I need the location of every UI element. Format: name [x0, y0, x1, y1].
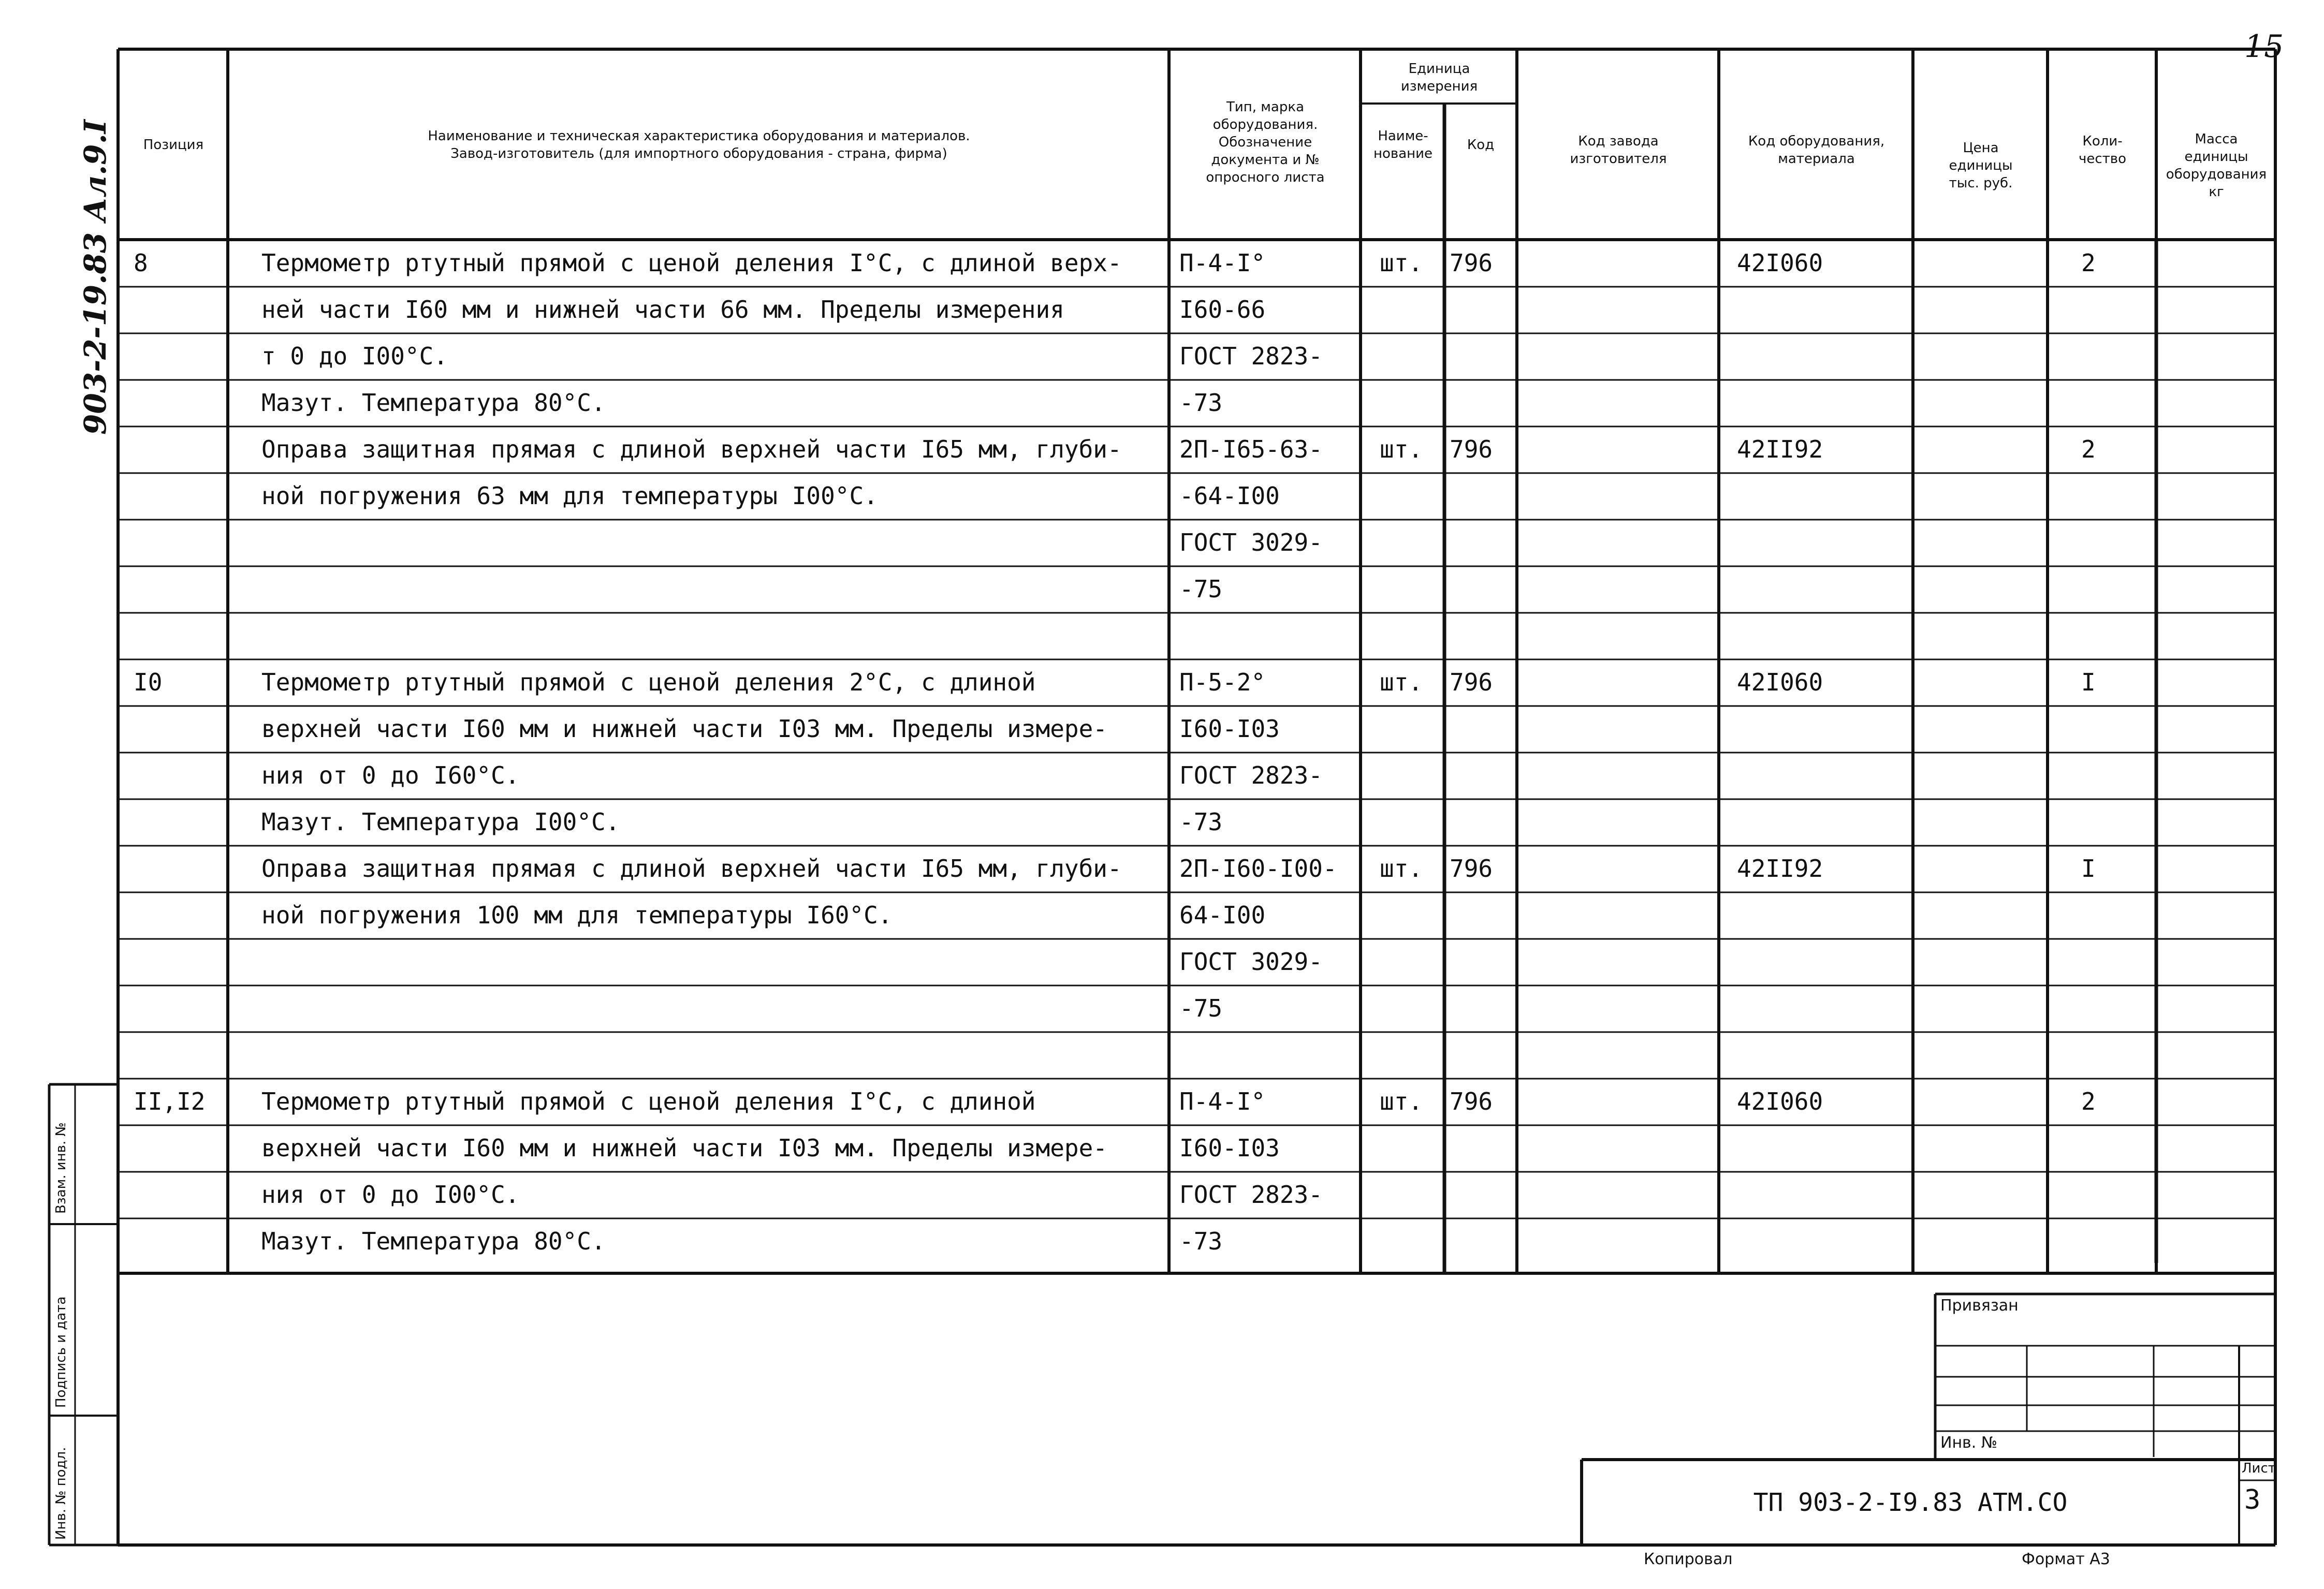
type-cell: -73	[1179, 1227, 1223, 1255]
footer-format: Формат А3	[2022, 1550, 2110, 1568]
quantity-cell: I	[2081, 855, 2096, 882]
header-eq-line: Код оборудования,	[1748, 134, 1885, 149]
header-type-line: Обозначение	[1218, 135, 1312, 150]
header-mass	[2157, 104, 2275, 228]
quantity-cell: I	[2081, 668, 2096, 696]
type-cell: I60-I03	[1179, 715, 1280, 743]
header-type-line: опросного листа	[1206, 170, 1325, 185]
type-cell: ГОСТ 2823-	[1179, 761, 1323, 789]
equipment-code-cell: 42II92	[1737, 435, 1823, 463]
name-cell: ния от 0 до I00°С.	[261, 1181, 520, 1209]
unit-cell: шт.	[1380, 249, 1423, 277]
unit-cell: шт.	[1380, 855, 1423, 882]
header-manufacturer-line: Завод-изготовитель (для импортного оборудования - страна, фирма)	[450, 146, 947, 161]
type-cell: ГОСТ 3029-	[1179, 948, 1323, 976]
name-cell: верхней части I60 мм и нижней части I03 мм. Пределы измере-	[261, 715, 1107, 743]
name-cell: ной погружения 63 мм для температуры I00°С.	[261, 482, 878, 510]
header-unit-line: измерения	[1400, 79, 1478, 94]
header-position: Позиция	[143, 137, 204, 153]
unit-code-cell: 796	[1450, 668, 1493, 696]
name-cell: верхней части I60 мм и нижней части I03 мм. Пределы измере-	[261, 1134, 1107, 1162]
side-label: 903-2-19.83 Ал.9.I	[78, 120, 113, 435]
stamp-sheet-no: 3	[2244, 1484, 2261, 1516]
name-cell: Оправа защитная прямая с длиной верхней части I65 мм, глуби-	[261, 435, 1122, 463]
unit-code-cell: 796	[1450, 1087, 1493, 1115]
page-number: 15	[2244, 28, 2284, 65]
type-cell: ГОСТ 3029-	[1179, 528, 1323, 556]
type-cell: П-4-I°	[1179, 1087, 1266, 1115]
header-mass-line: кг	[2209, 184, 2224, 200]
header-factory-code	[1518, 104, 1719, 197]
header-unit-name-line: Наиме-	[1378, 128, 1428, 144]
type-cell: ГОСТ 2823-	[1179, 342, 1323, 370]
name-cell: т 0 до I00°С.	[261, 342, 448, 370]
type-cell: -73	[1179, 808, 1223, 836]
header-unit-code: Код	[1467, 137, 1495, 153]
name-cell: ния от 0 до I60°С.	[261, 761, 520, 789]
footer-copied: Копировал	[1644, 1550, 1733, 1568]
header-name-line: Наименование и техническая характеристика оборудования и материалов.	[428, 128, 970, 144]
type-cell: -75	[1179, 575, 1223, 603]
type-cell: 2П-I60-I00-	[1179, 855, 1337, 882]
type-cell: 2П-I65-63-	[1179, 435, 1323, 463]
name-cell: ной погружения 100 мм для температуры I60°С.	[261, 901, 893, 929]
quantity-cell: 2	[2081, 435, 2096, 463]
header-unit-group	[1362, 52, 1517, 104]
header-name	[230, 52, 1167, 238]
unit-code-cell: 796	[1450, 249, 1493, 277]
type-cell: П-5-2°	[1179, 668, 1266, 696]
header-type-line: документа и №	[1211, 152, 1320, 168]
header-factory-line: Код завода	[1578, 134, 1659, 149]
position-cell: I0	[134, 668, 163, 696]
name-cell: Термометр ртутный прямой с ценой деления 2°С, с длиной	[261, 668, 1036, 696]
header-eq-line: материала	[1778, 151, 1855, 167]
type-cell: 64-I00	[1179, 901, 1266, 929]
quantity-cell: 2	[2081, 249, 2096, 277]
header-price-line: тыс. руб.	[1949, 175, 2013, 191]
type-cell: -73	[1179, 389, 1223, 417]
header-type-line: Тип, марка	[1226, 99, 1304, 115]
left-strip-podpis: Подпись и дата	[53, 1296, 69, 1408]
name-cell: ней части I60 мм и нижней части 66 мм. Пределы измерения	[261, 296, 1064, 323]
type-cell: I60-66	[1179, 296, 1266, 323]
header-quantity	[2049, 104, 2156, 197]
header-price-line: Цена	[1963, 140, 1999, 156]
left-strip-inv-podl: Инв. № подл.	[53, 1447, 69, 1540]
header-unit-line: Единица	[1408, 61, 1470, 77]
name-cell: Мазут. Температура 80°С.	[261, 1227, 606, 1255]
header-qty-line: Коли-	[2082, 134, 2123, 149]
header-type-line: оборудования.	[1212, 117, 1318, 133]
type-cell: П-4-I°	[1179, 249, 1266, 277]
header-mass-line: оборудования	[2166, 167, 2267, 182]
stamp-sheet-label: Лист	[2242, 1461, 2276, 1476]
equipment-code-cell: 42II92	[1737, 855, 1823, 882]
header-price-line: единицы	[1949, 158, 2013, 173]
stamp-inv-no: Инв. №	[1940, 1434, 1998, 1452]
header-equipment-code	[1720, 104, 1913, 197]
equipment-code-cell: 42I060	[1737, 668, 1823, 696]
header-qty-line: чество	[2078, 151, 2127, 167]
header-price	[1914, 104, 2048, 228]
header-factory-line: изготовителя	[1570, 151, 1667, 167]
type-cell: -64-I00	[1179, 482, 1280, 510]
unit-cell: шт.	[1380, 1087, 1423, 1115]
left-strip-vzam: Взам. инв. №	[53, 1122, 69, 1214]
position-cell: 8	[134, 249, 148, 277]
unit-code-cell: 796	[1450, 855, 1493, 882]
unit-cell: шт.	[1380, 668, 1423, 696]
type-cell: ГОСТ 2823-	[1179, 1181, 1323, 1209]
equipment-code-cell: 42I060	[1737, 1087, 1823, 1115]
header-type	[1170, 78, 1361, 207]
equipment-code-cell: 42I060	[1737, 249, 1823, 277]
type-cell: I60-I03	[1179, 1134, 1280, 1162]
name-cell: Оправа защитная прямая с длиной верхней части I65 мм, глуби-	[261, 855, 1122, 882]
name-cell: Термометр ртутный прямой с ценой деления I°С, с длиной	[261, 1087, 1036, 1115]
type-cell: -75	[1179, 994, 1223, 1022]
header-mass-line: единицы	[2184, 149, 2248, 165]
stamp-doc-code: ТП 903-2-I9.83 АТМ.СО	[1753, 1488, 2068, 1517]
name-cell: Мазут. Температура I00°С.	[261, 808, 620, 836]
name-cell: Мазут. Температура 80°С.	[261, 389, 606, 417]
name-cell: Термометр ртутный прямой с ценой деления I°С, с длиной верх-	[261, 249, 1122, 277]
unit-code-cell: 796	[1450, 435, 1493, 463]
header-unit-name	[1362, 104, 1444, 186]
stamp-privyazan: Привязан	[1940, 1297, 2019, 1315]
quantity-cell: 2	[2081, 1087, 2096, 1115]
unit-cell: шт.	[1380, 435, 1423, 463]
header-unit-name-line: нование	[1373, 146, 1433, 161]
position-cell: II,I2	[134, 1087, 206, 1115]
header-mass-line: Масса	[2195, 131, 2238, 147]
